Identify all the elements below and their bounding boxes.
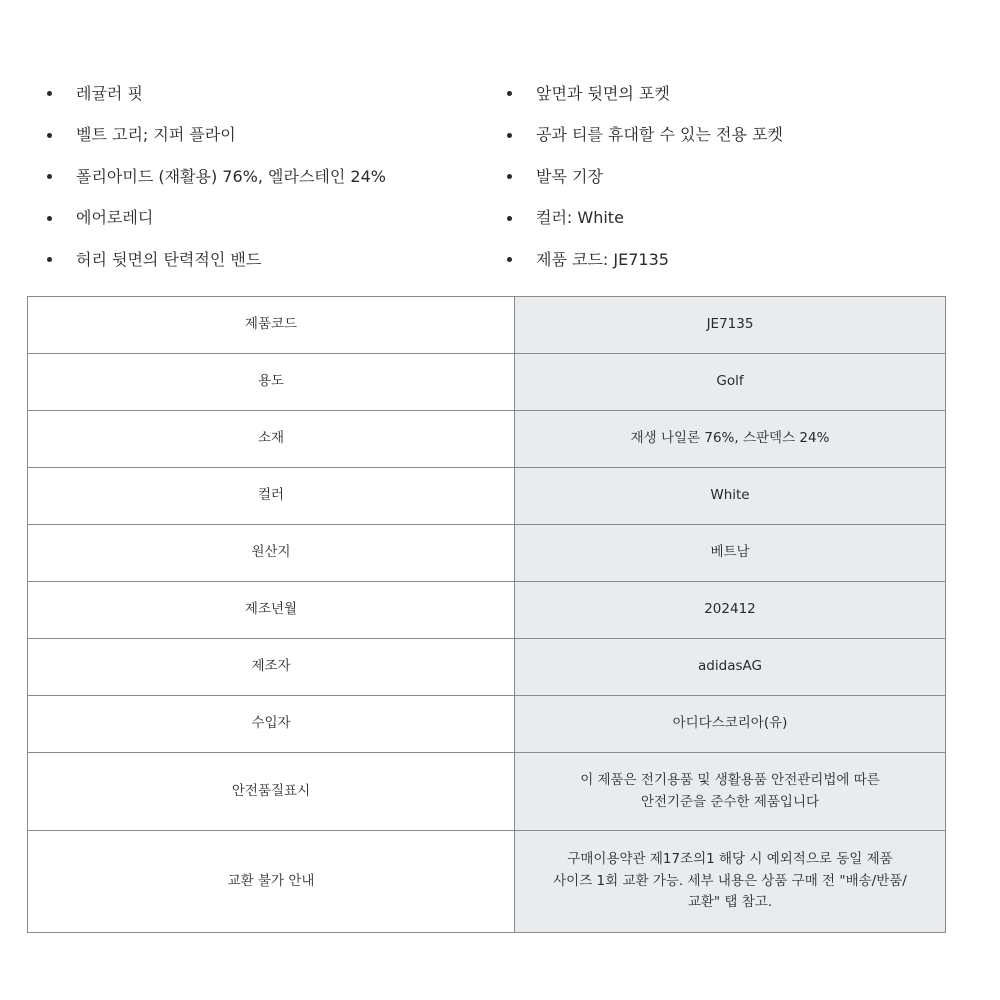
bullet-icon (507, 174, 512, 179)
feature-item (500, 73, 940, 115)
feature-text: 발목 기장 (536, 166, 603, 186)
spec-value: 구매이용약관 제17조의1 해당 시 예외적으로 동일 제품 사이즈 1회 교환 가능. 세부 내용은 상품 구매 전 "배송/반품/ 교환" 탭 참고. (515, 831, 946, 933)
table-row (28, 753, 946, 831)
feature-list-left (40, 73, 500, 281)
feature-text: 허리 뒷면의 탄력적인 밴드 (76, 249, 262, 269)
spec-value: 재생 나일론 76%, 스판덱스 24% (515, 411, 946, 468)
spec-label: 원산지 (28, 525, 515, 582)
bullet-icon (47, 91, 52, 96)
feature-item (40, 73, 500, 115)
bullet-icon (47, 257, 52, 262)
feature-item (500, 115, 940, 157)
spec-value: 베트남 (515, 525, 946, 582)
table-row (28, 468, 946, 525)
spec-value: JE7135 (515, 297, 946, 354)
table-row (28, 582, 946, 639)
feature-item (500, 156, 940, 198)
feature-text: 앞면과 뒷면의 포켓 (536, 83, 670, 103)
spec-value: Golf (515, 354, 946, 411)
bullet-icon (507, 257, 512, 262)
feature-item (40, 239, 500, 281)
spec-label: 제품코드 (28, 297, 515, 354)
table-row (28, 411, 946, 468)
bullet-icon (507, 91, 512, 96)
spec-value: 아디다스코리아(유) (515, 696, 946, 753)
product-features (40, 73, 960, 281)
feature-text: 폴리아미드 (재활용) 76%, 엘라스테인 24% (76, 166, 386, 186)
feature-text: 벨트 고리; 지퍼 플라이 (76, 125, 236, 145)
spec-value: 이 제품은 전기용품 및 생활용품 안전관리법에 따른 안전기준을 준수한 제품입니다 (515, 753, 946, 831)
table-row (28, 354, 946, 411)
bullet-icon (47, 216, 52, 221)
feature-text: 레귤러 핏 (76, 83, 143, 103)
spec-value: 202412 (515, 582, 946, 639)
bullet-icon (507, 216, 512, 221)
feature-text: 공과 티를 휴대할 수 있는 전용 포켓 (536, 125, 783, 145)
table-row (28, 696, 946, 753)
feature-list-right (500, 73, 940, 281)
feature-text: 제품 코드: JE7135 (536, 249, 669, 269)
spec-label: 용도 (28, 354, 515, 411)
spec-label: 소재 (28, 411, 515, 468)
spec-label: 제조자 (28, 639, 515, 696)
spec-label: 제조년월 (28, 582, 515, 639)
bullet-icon (47, 133, 52, 138)
product-spec-table (27, 296, 946, 933)
feature-item (40, 198, 500, 240)
spec-value: adidasAG (515, 639, 946, 696)
feature-text: 에어로레디 (76, 208, 154, 228)
spec-label: 안전품질표시 (28, 753, 515, 831)
spec-label: 수입자 (28, 696, 515, 753)
bullet-icon (47, 174, 52, 179)
table-row (28, 639, 946, 696)
bullet-icon (507, 133, 512, 138)
feature-item (40, 156, 500, 198)
table-row (28, 525, 946, 582)
spec-label: 컬러 (28, 468, 515, 525)
spec-label: 교환 불가 안내 (28, 831, 515, 933)
feature-item (40, 115, 500, 157)
feature-item (500, 239, 940, 281)
table-row (28, 831, 946, 933)
feature-text: 컬러: White (536, 208, 624, 228)
table-row (28, 297, 946, 354)
feature-item (500, 198, 940, 240)
spec-value: White (515, 468, 946, 525)
